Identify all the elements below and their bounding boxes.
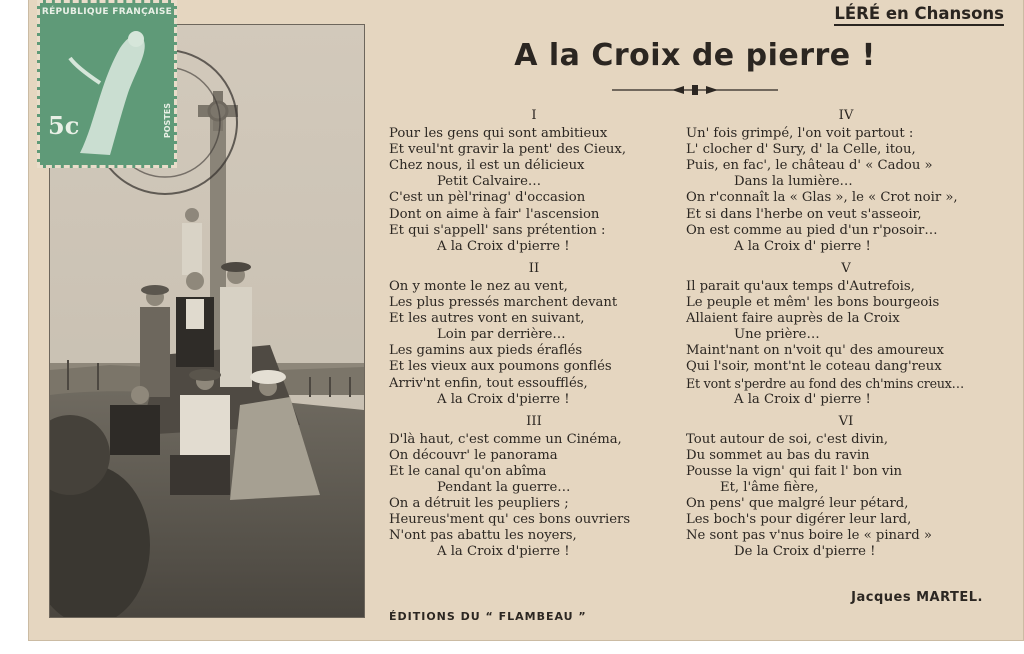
stanza [389,414,689,561]
refrain-line: A la Croix d' pierre ! [734,391,871,407]
verse-line: Les gamins aux pieds éraflés [389,343,583,359]
verse-line: Maint'nant on n'voit qu' des amoureux [686,343,944,359]
refrain-line: De la Croix d'pierre ! [734,544,876,560]
stanza-numeral: I [531,108,537,123]
stanza [686,414,1016,561]
stanza-numeral: V [841,260,851,276]
verse-line: D'là haut, c'est comme un Cinéma, [389,431,622,447]
stamp-sower-icon [40,3,174,165]
verse-line: Arriv'nt enfin, tout essoufflés, [389,375,588,391]
verse-line: Heureus'ment qu' ces bons ouvriers [389,512,631,528]
verse-line: Dont on aime à fair' l'ascension [389,206,600,222]
stanza [686,108,1016,255]
stanza [389,261,689,408]
verse-line: L' clocher d' Sury, d' la Celle, itou, [686,142,916,158]
stamp-postes: POSTES [163,103,172,139]
stanza-numeral: VI [838,413,854,429]
verse-line: Puis, en fac', le château d' « Cadou » [686,158,933,174]
verse-line: Tout autour de soi, c'est divin, [686,431,889,447]
verse-line: Et, l'âme fière, [720,480,819,496]
verse-line: On découvr' le panorama [389,447,558,463]
verse-line: On a détruit les peupliers ; [389,496,569,512]
stanza-numeral: III [526,413,542,429]
verse-line: Loin par derrière… [437,327,566,343]
verse-line: Une prière… [734,327,820,343]
verse-line: Dans la lumière… [734,174,853,190]
verse-line: Ne sont pas v'nus boire le « pinard » [686,528,932,544]
refrain-line: A la Croix d'pierre ! [437,391,570,407]
lyrics-column-right [686,108,1016,567]
verse-line: C'est un pèl'rinag' d'occasion [389,190,586,206]
verse-line: On r'connaît la « Glas », le « Crot noir », [686,190,958,206]
refrain-line: A la Croix d'pierre ! [437,544,570,560]
verse-line: Les plus pressés marchent devant [389,295,618,311]
song-title: A la Croix de pierre ! [514,38,876,73]
verse-line: Et qui s'appell' sans prétention : [389,222,606,238]
verse-line: N'ont pas abattu les noyers, [389,528,577,544]
verse-line: Qui l'soir, mont'nt le coteau dang'reux [686,359,942,375]
verse-line: Les boch's pour digérer leur lard, [686,512,912,528]
stamp-country: RÉPUBLIQUE FRANÇAISE [41,7,173,17]
verse-line: Et les autres vont en suivant, [389,311,585,327]
publisher: ÉDITIONS DU “ FLAMBEAU ” [389,610,587,623]
verse-line: Et le canal qu'on abîma [389,463,547,479]
stanza [686,261,1016,408]
verse-line: Allaient faire auprès de la Croix [686,311,900,327]
stanza [389,108,689,255]
verse-line: Et vont s'perdre au fond des ch'mins creux… [686,375,965,391]
verse-line: On est comme au pied d'un r'posoir… [686,222,938,238]
stanza-numeral: IV [838,108,854,123]
postage-stamp [37,0,177,168]
verse-line: Pour les gens qui sont ambitieux [389,126,608,142]
verse-line: On pens' que malgré leur pétard, [686,496,909,512]
refrain-line: A la Croix d' pierre ! [734,238,871,254]
author-signature: Jacques MARTEL. [851,590,983,605]
verse-line: Et veul'nt gravir la pent' des Cieux, [389,142,627,158]
verse-line: Il parait qu'aux temps d'Autrefois, [686,278,915,294]
stamp-value: 5c [48,111,80,140]
verse-line: On y monte le nez au vent, [389,278,568,294]
verse-line: Petit Calvaire… [437,174,542,190]
ornament-divider-icon [612,82,778,98]
verse-line: Pendant la guerre… [437,480,571,496]
refrain-line: A la Croix d'pierre ! [437,238,570,254]
verse-line: Et si dans l'herbe on veut s'asseoir, [686,206,922,222]
verse-line: Du sommet au bas du ravin [686,447,870,463]
lyrics-column-left [389,108,689,567]
series-title: LÉRÉ en Chansons [834,4,1004,26]
verse-line: Chez nous, il est un délicieux [389,158,585,174]
verse-line: Un' fois grimpé, l'on voit partout : [686,126,914,142]
verse-line: Le peuple et mêm' les bons bourgeois [686,295,940,311]
stanza-numeral: II [528,260,540,276]
verse-line: Et les vieux aux poumons gonflés [389,359,612,375]
verse-line: Pousse la vign' qui fait l' bon vin [686,463,903,479]
